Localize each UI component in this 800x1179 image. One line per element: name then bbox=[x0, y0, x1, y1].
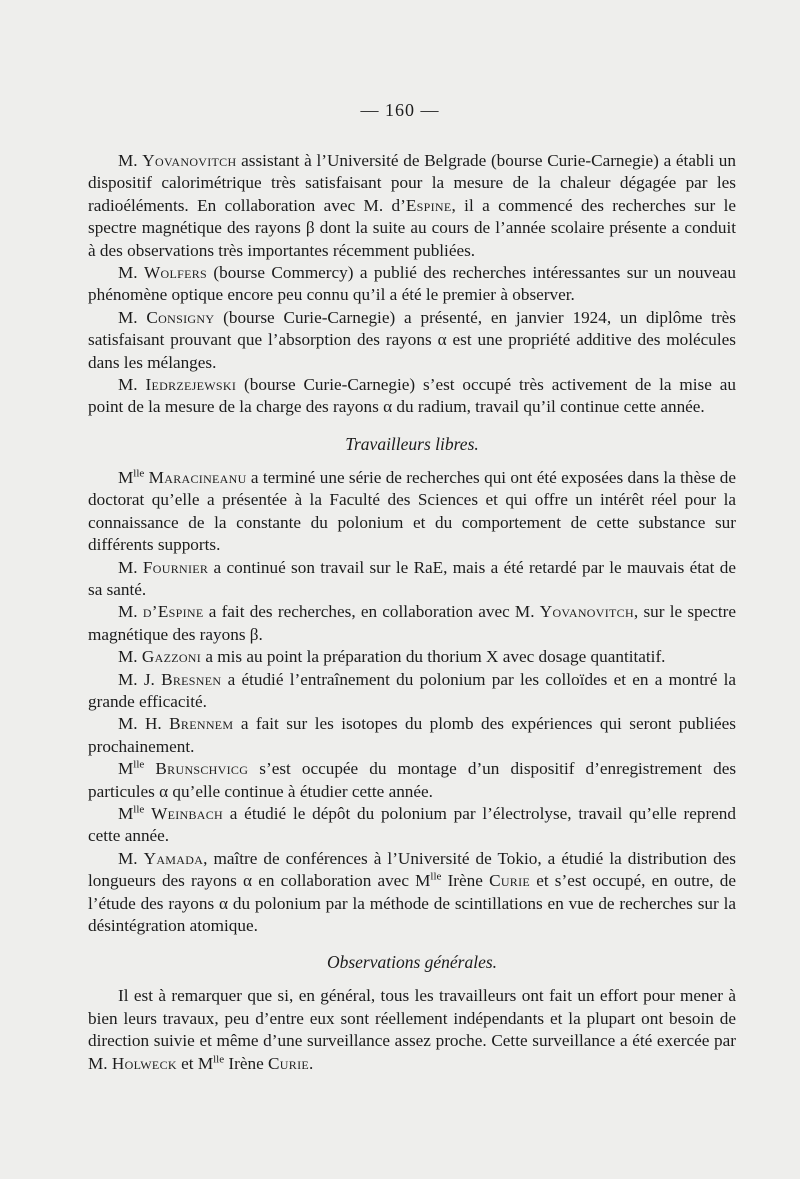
paragraph-observations: Il est à remarquer que si, en général, tous les travailleurs ont fait un effort pour mener à bien leurs travaux, peu d’entre eux sont réellement indépendants et la plupart ont besoin de direction suivie et même d’une surveillance assez proche. Cette surveillance a été exercée par M. Holweck et $M^{lle}$ Irène Curie. bbox=[88, 986, 736, 1073]
paragraph-weinbach: $M^{lle}$ Weinbach a étudié le dépôt du polonium par l’électrolyse, travail qu’elle reprend cette année. bbox=[88, 803, 736, 846]
paragraph-yovanovitch: M. Yovanovitch assistant à l’Université de Belgrade (bourse Curie-Carnegie) a établi un dispositif calorimétrique très satisfaisant pour la mesure de la chaleur dégagée par les radioéléments. En collaboration avec M. d’Espine, il a commencé des recherches sur le spectre magnétique des rayons β dont la suite au cours de l’année scolaire présente a conduit à des observations très importantes récemment publiées. bbox=[88, 151, 736, 260]
paragraph-brunschvicg: $M^{lle}$ Brunschvicg s’est occupée du montage d’un dispositif d’enregistrement des particules α qu’elle continue à étudier cette année. bbox=[88, 758, 737, 801]
paragraph-bresnen: M. J. Bresnen a étudié l’entraînement du polonium par les colloïdes et en a montré la grande efficacité. bbox=[88, 669, 736, 711]
paragraph-gazzoni: M. Gazzoni a mis au point la préparation du thorium X avec dosage quantitatif. bbox=[118, 647, 666, 667]
paragraph-maracineanu: $M^{lle}$ Maracineanu a terminé une série de recherches qui ont été exposées dans la thèse de doctorat qu’elle a présentée à la Faculté des Sciences et qui offre un intérêt réel pour la connaissance de la constante du polonium et du comportement de cette substance sur différents supports. bbox=[88, 467, 736, 555]
paragraph-despine: M. d’Espine a fait des recherches, en collaboration avec M. Yovanovitch, sur le spectre magnétique des rayons β. bbox=[88, 602, 736, 644]
paragraph-consigny: M. Consigny (bourse Curie-Carnegie) a présenté, en janvier 1924, un diplôme très satisfaisant prouvant que l’absorption des rayons α est une propriété additive des molécules dans les mélanges. bbox=[88, 307, 736, 372]
paragraph-iedrzejewski: M. Iedrzejewski (bourse Curie-Carnegie) s’est occupé très activement de la mise au point de la mesure de la charge des rayons α du radium, travail qu’il continue cette année. bbox=[88, 375, 736, 417]
paragraph-fournier: M. Fournier a continué son travail sur le RaE, mais a été retardé par le mauvais état de sa santé. bbox=[88, 557, 736, 599]
page-number: — 160 — bbox=[360, 100, 440, 120]
section-title-travailleurs-libres: Travailleurs libres. bbox=[345, 433, 479, 454]
paragraph-wolfers: M. Wolfers (bourse Commercy) a publié des recherches intéressantes sur un nouveau phénomène optique encore peu connu qu’il a été le premier à observer. bbox=[88, 263, 736, 305]
paragraph-yamada: M. Yamada, maître de conférences à l’Université de Tokio, a étudié la distribution des longueurs des rayons α en collaboration avec $M^{lle}$ Irène Curie et s’est occupé, en outre, de l’étude des rayons α du polonium par la méthode de scintillations en vue de recherches sur la désintégration atomique. bbox=[88, 848, 736, 935]
body-text bbox=[88, 150, 736, 1075]
section-title-observations-generales: Observations générales. bbox=[326, 952, 498, 973]
paragraph-brennem: M. H. Brennem a fait sur les isotopes du plomb des expériences qui seront publiées prochainement. bbox=[88, 714, 736, 756]
